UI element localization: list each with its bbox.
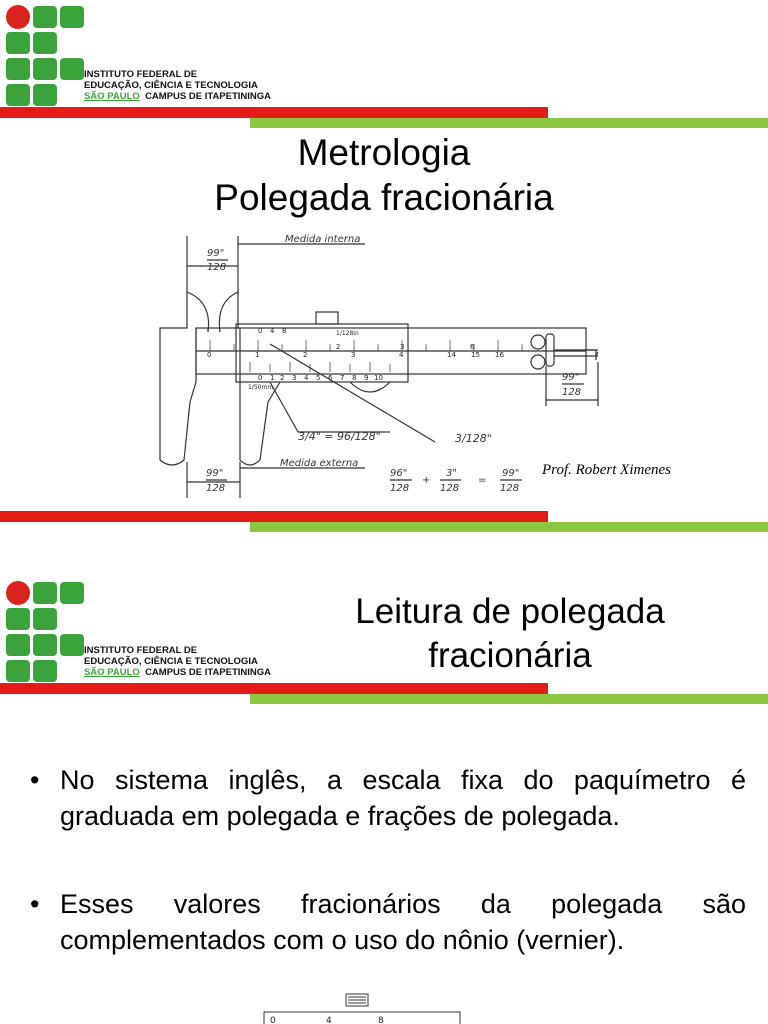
side-fraction-num: 99" <box>562 372 580 383</box>
bullet-text: No sistema inglês, a escala fixa do paquímetro é graduada em polegada e frações de polegada. <box>60 765 746 831</box>
bullet-item <box>30 886 746 958</box>
svg-text:6: 6 <box>470 343 475 351</box>
institute-line-2: EDUCAÇÃO, CIÊNCIA E TECNOLOGIA <box>84 80 258 91</box>
institute-logo <box>6 0 86 100</box>
svg-text:1: 1 <box>255 351 260 359</box>
institute-line-1: INSTITUTO FEDERAL DE <box>84 69 198 80</box>
header-green-bar <box>250 694 768 704</box>
vernier-diagram <box>256 990 476 1024</box>
scale-tick-4: 4 <box>326 1016 332 1024</box>
svg-text:5: 5 <box>316 374 321 382</box>
caliper-diagram <box>150 232 610 502</box>
title-line-1: Leitura de polegada <box>355 592 665 631</box>
svg-text:2: 2 <box>280 374 285 382</box>
institute-campus: CAMPUS DE ITAPETININGA <box>145 91 272 102</box>
equation-plus: + <box>422 475 431 486</box>
external-measure-label: Medida externa <box>280 458 359 469</box>
slide-2 <box>0 576 768 1024</box>
header-green-bar <box>250 118 768 128</box>
institute-line-1: INSTITUTO FEDERAL DE <box>84 645 198 656</box>
bottom-fraction-num: 99" <box>206 468 224 479</box>
svg-text:4: 4 <box>270 327 275 335</box>
svg-text:1: 1 <box>270 374 275 382</box>
main-scale-reading: 3/4" = 96/128" <box>298 430 381 443</box>
scale-tick-8: 8 <box>378 1016 384 1024</box>
header-red-bar <box>0 683 548 694</box>
svg-text:15: 15 <box>471 351 480 359</box>
institute-name <box>84 645 271 678</box>
svg-text:10: 10 <box>374 374 383 382</box>
bullet-list <box>30 762 746 1010</box>
svg-text:2: 2 <box>303 351 308 359</box>
top-fraction-num: 99" <box>207 248 225 259</box>
equation-b-den: 128 <box>440 483 460 494</box>
svg-text:16: 16 <box>495 351 504 359</box>
equation-b-num: 3" <box>446 468 457 479</box>
institute-line-3 <box>84 91 271 102</box>
equation-a-num: 96" <box>390 468 408 479</box>
institute-logo <box>6 576 86 676</box>
bullet-marker: • <box>30 889 40 919</box>
bullet-text: Esses valores fracionários da polegada são complementados com o uso do nônio (vernier). <box>60 889 746 955</box>
institute-line-3 <box>84 667 271 678</box>
bottom-fraction-den: 128 <box>206 483 226 494</box>
bullet-item <box>30 762 746 834</box>
side-fraction-den: 128 <box>562 387 582 398</box>
svg-text:0: 0 <box>207 351 212 359</box>
institute-name <box>84 69 271 102</box>
svg-text:0: 0 <box>258 374 263 382</box>
svg-text:14: 14 <box>447 351 456 359</box>
footer-red-bar <box>0 511 548 522</box>
svg-text:0: 0 <box>258 327 263 335</box>
svg-text:7: 7 <box>340 374 345 382</box>
scale-unit-label: 1/50mm <box>248 384 274 391</box>
scale-tick-0: 0 <box>270 1016 276 1024</box>
slide-1-title <box>0 130 768 220</box>
svg-text:2: 2 <box>336 343 341 351</box>
institute-city: SÃO PAULO <box>84 91 140 102</box>
header-red-bar <box>0 107 548 118</box>
svg-text:3: 3 <box>400 343 405 351</box>
title-line-2: fracionária <box>428 636 592 675</box>
institute-campus: CAMPUS DE ITAPETININGA <box>145 667 272 678</box>
vernier-unit-label: 1/128in <box>336 330 359 337</box>
equation-a-den: 128 <box>390 483 410 494</box>
internal-measure-label: Medida interna <box>285 234 361 245</box>
title-line-2: Polegada fracionária <box>214 177 554 218</box>
equation-c-den: 128 <box>500 483 520 494</box>
bullet-marker: • <box>30 765 40 795</box>
footer-green-bar <box>250 522 768 532</box>
top-fraction-den: 128 <box>207 262 227 273</box>
slide-2-title <box>330 590 690 678</box>
equation-c-num: 99" <box>502 468 520 479</box>
svg-text:4: 4 <box>399 351 404 359</box>
equation-equals: = <box>478 475 487 486</box>
institute-city: SÃO PAULO <box>84 667 140 678</box>
author-credit: Prof. Robert Ximenes <box>542 462 672 478</box>
svg-text:9: 9 <box>364 374 369 382</box>
vernier-reading: 3/128" <box>455 432 492 445</box>
svg-text:3: 3 <box>351 351 356 359</box>
svg-text:3: 3 <box>292 374 297 382</box>
institute-line-2: EDUCAÇÃO, CIÊNCIA E TECNOLOGIA <box>84 656 258 667</box>
svg-text:4: 4 <box>304 374 309 382</box>
svg-text:6: 6 <box>328 374 333 382</box>
title-line-1: Metrologia <box>297 132 471 173</box>
svg-text:8: 8 <box>352 374 357 382</box>
svg-text:8: 8 <box>282 327 287 335</box>
